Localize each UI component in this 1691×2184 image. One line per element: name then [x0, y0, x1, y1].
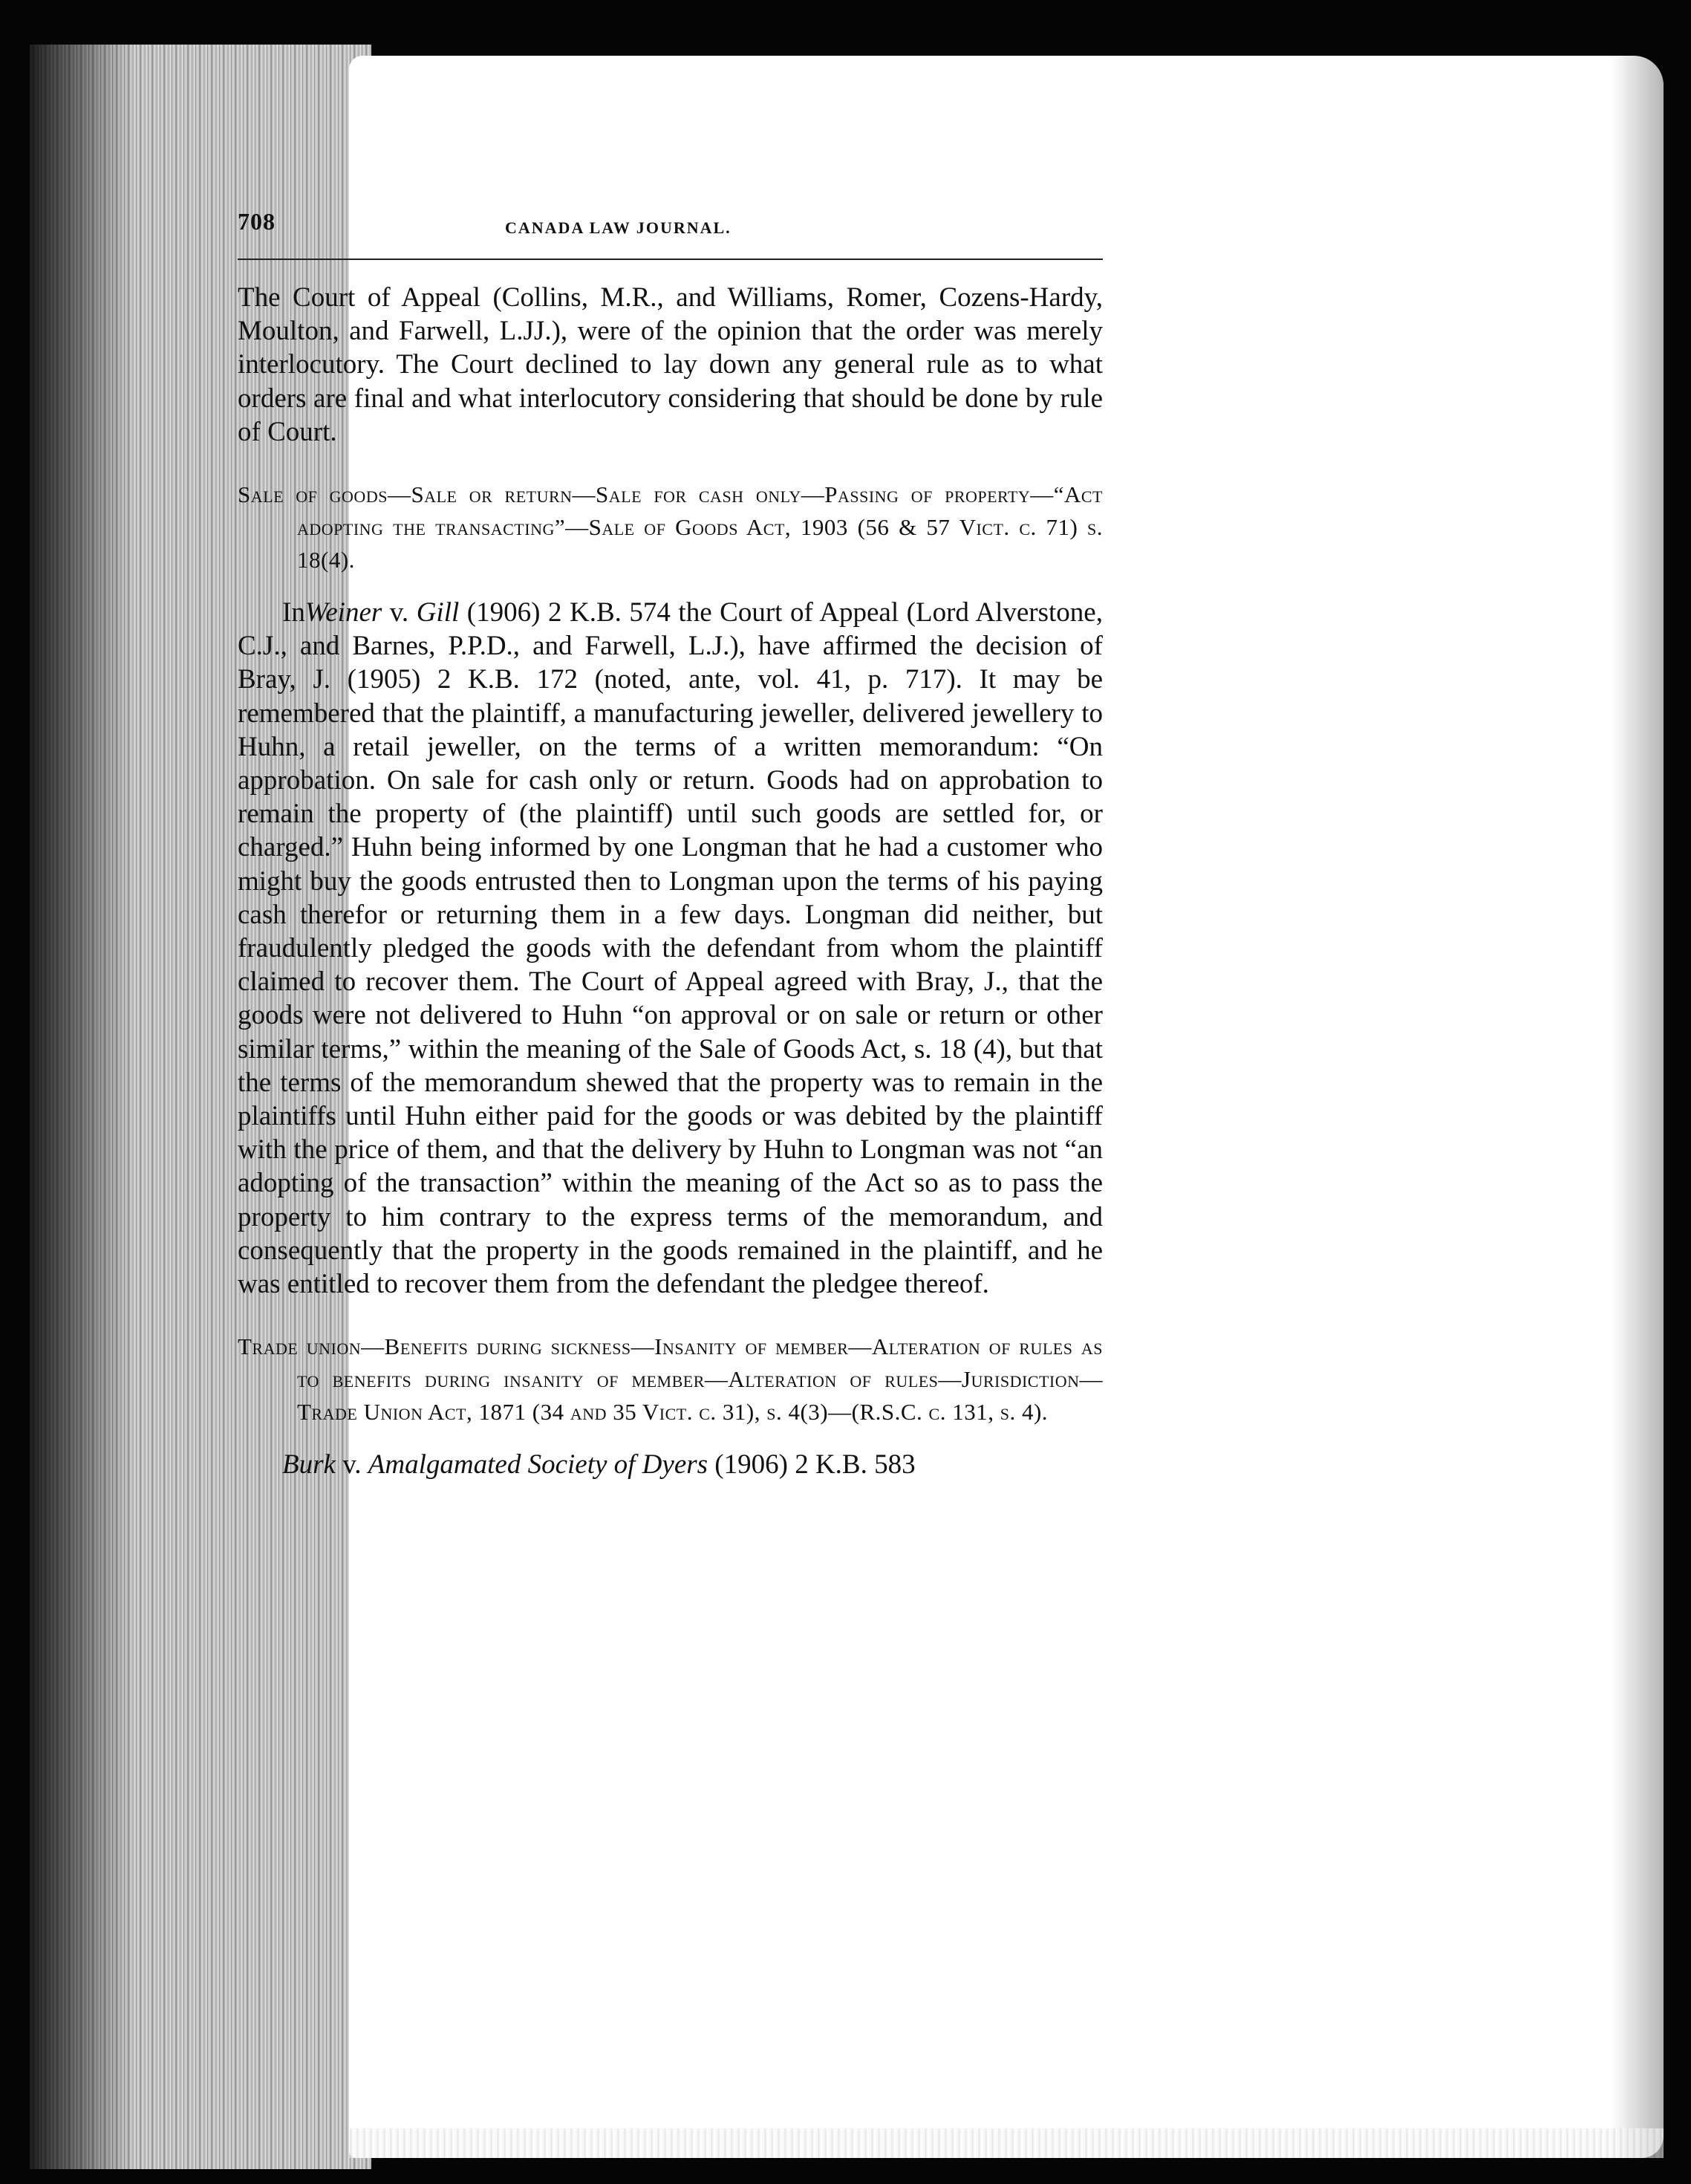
page-bottom-edge	[349, 2128, 1664, 2158]
case-party-amalgamated-society: Amalgamated Society of Dyers	[368, 1449, 708, 1481]
paragraph-text: (1906) 2 K.B. 574 the Court of Appeal (Lord Alverstone, C.J., and Barnes, P.P.D., and Farwell, L.J.), have affirmed the decision of Bray, J. (1905) 2 K.B. 172 (noted, ante, vol. 41, p. 717). It may be remembered that the plaintiff, a manufacturing jeweller, delivered jewellery to Huhn, a retail jeweller, on the terms of a written memorandum: “On approbation. On sale for cash only or return. Goods had on approbation to remain the property of (the plaintiff) until such goods are settled for, or charged.” Huhn being informed by one Longman that he had a customer who might buy the goods entrusted then to Longman upon the terms of his paying cash therefor or returning them in a few days. Longman did neither, but fraudulently pledged the goods with the defendant from whom the plaintiff claimed to recover them. The Court of Appeal agreed with Bray, J., that the goods were not delivered to Huhn “on approval or on sale or return or other similar terms,” within the meaning of the Sale of Goods Act, s. 18 (4), but that the terms of the memorandum shewed that the property was to remain in the plaintiffs until Huhn either paid for the goods or was debited by the plaintiff with the price of them, and that the delivery by Huhn to Longman was not “an adopting of the transaction” within the meaning of the Act so as to pass the property to him contrary to the express terms of the memorandum, and consequently that the property in the goods remained in the plaintiff, and he was entitled to recover them from the defendant the pledgee thereof.	[238, 597, 1103, 1300]
headnote-trade-union: Trade union—Benefits during sickness—Insanity of member—Alteration of rules as to benefits during insanity of member—Alteration of rules—Jurisdiction—Trade Union Act, 1871 (34 and 35 Vict. c. 31), s. 4(3)—(R.S.C. c. 131, s. 4).	[238, 1333, 1103, 1426]
page-number: 708	[238, 208, 276, 235]
book-spine-shadow	[30, 45, 134, 2169]
running-head	[238, 208, 1103, 253]
case-party-weiner: Weiner	[304, 597, 382, 628]
header-rule	[238, 259, 1103, 260]
versus: v.	[382, 597, 417, 628]
paragraph-court-of-appeal: The Court of Appeal (Collins, M.R., and Williams, Romer, Cozens-Hardy, Moulton, and Farwell, L.JJ.), were of the opinion that the order was merely interlocutory. The Court declined to lay down any general rule as to what orders are final and what interlocutory considering that should be done by rule of Court.	[238, 282, 1103, 447]
paragraph-weiner-v-gill	[238, 596, 1103, 1301]
journal-title: CANADA LAW JOURNAL.	[505, 218, 732, 237]
citation: (1906) 2 K.B. 583	[708, 1449, 916, 1481]
page-content	[238, 208, 1103, 1481]
case-party-burk: Burk	[282, 1449, 336, 1481]
text-prefix: In	[282, 597, 305, 628]
versus: v.	[335, 1449, 368, 1481]
paragraph-burk-case	[238, 1448, 1103, 1481]
page-curl-shadow	[1612, 56, 1664, 2158]
headnote-sale-of-goods: Sale of goods—Sale or return—Sale for cash only—Passing of property—“Act adopting the transacting”—Sale of Goods Act, 1903 (56 & 57 Vict. c. 71) s. 18(4).	[238, 481, 1103, 573]
case-party-gill: Gill	[416, 597, 460, 628]
